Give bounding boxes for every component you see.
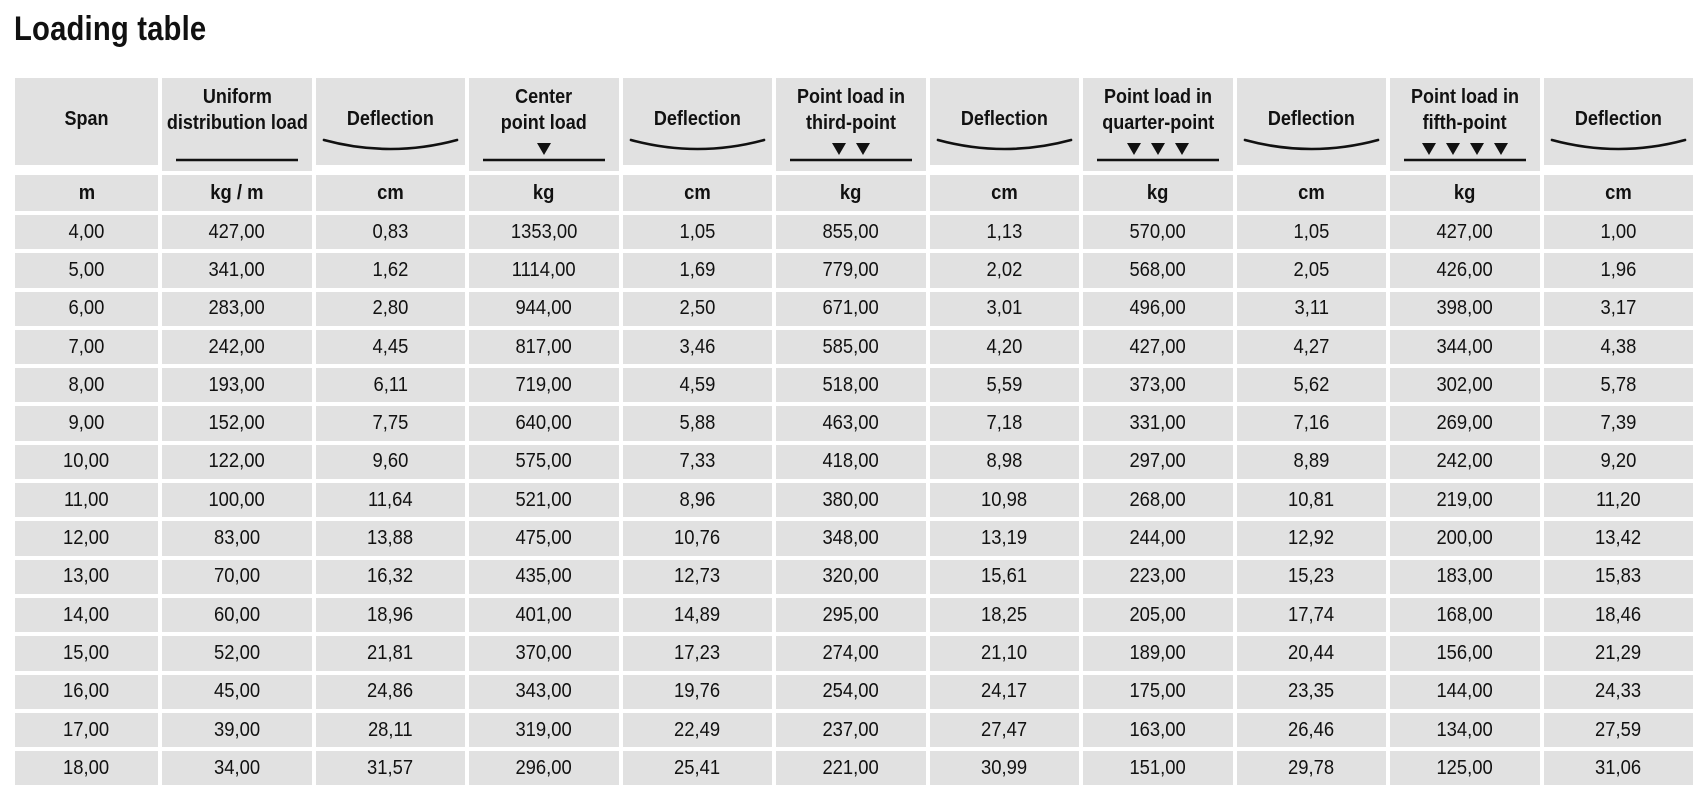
- table-cell: 295,00: [776, 598, 926, 632]
- table-cell: 370,00: [469, 636, 619, 670]
- load-arrow-icon: [1494, 143, 1508, 155]
- table-cell: 27,47: [930, 713, 1079, 747]
- span-cell: 15,00: [15, 636, 158, 670]
- table-cell: 3,46: [623, 330, 772, 364]
- table-cell: 221,00: [776, 751, 926, 785]
- table-cell: 944,00: [469, 292, 619, 326]
- table-cell: 343,00: [469, 675, 619, 709]
- table-cell: 1,62: [316, 253, 465, 287]
- table-cell: 13,88: [316, 521, 465, 555]
- table-cell: 26,46: [1237, 713, 1386, 747]
- table-cell: 320,00: [776, 560, 926, 594]
- table-cell: 60,00: [162, 598, 312, 632]
- table-cell: 373,00: [1083, 368, 1233, 402]
- table-cell: 640,00: [469, 406, 619, 440]
- table-cell: 855,00: [776, 215, 926, 249]
- unit-cell: cm: [930, 175, 1079, 211]
- table-cell: 475,00: [469, 521, 619, 555]
- span-cell: 11,00: [15, 483, 158, 517]
- table-cell: 21,81: [316, 636, 465, 670]
- table-cell: 189,00: [1083, 636, 1233, 670]
- table-cell: 6,11: [316, 368, 465, 402]
- table-cell: 719,00: [469, 368, 619, 402]
- table-cell: 9,60: [316, 445, 465, 479]
- table-cell: 401,00: [469, 598, 619, 632]
- table-cell: 779,00: [776, 253, 926, 287]
- header-label: Point load in: [1411, 86, 1519, 108]
- table-cell: 1,69: [623, 253, 772, 287]
- table-cell: 1,05: [1237, 215, 1386, 249]
- table-cell: 31,06: [1544, 751, 1693, 785]
- table-cell: 242,00: [162, 330, 312, 364]
- table-cell: 4,38: [1544, 330, 1693, 364]
- table-cell: 418,00: [776, 445, 926, 479]
- table-cell: 219,00: [1390, 483, 1540, 517]
- table-cell: 2,50: [623, 292, 772, 326]
- table-cell: 5,78: [1544, 368, 1693, 402]
- center-point-load-icon: [469, 141, 619, 165]
- table-cell: 18,96: [316, 598, 465, 632]
- unit-cell: m: [15, 175, 158, 211]
- table-cell: 4,27: [1237, 330, 1386, 364]
- unit-cell: kg: [469, 175, 619, 211]
- table-cell: 268,00: [1083, 483, 1233, 517]
- table-cell: 45,00: [162, 675, 312, 709]
- table-cell: 4,20: [930, 330, 1079, 364]
- table-cell: 398,00: [1390, 292, 1540, 326]
- span-cell: 10,00: [15, 445, 158, 479]
- table-cell: 496,00: [1083, 292, 1233, 326]
- table-cell: 134,00: [1390, 713, 1540, 747]
- table-cell: 254,00: [776, 675, 926, 709]
- table-cell: 10,76: [623, 521, 772, 555]
- header-label: Center: [515, 86, 573, 108]
- load-arrow-icon: [856, 143, 870, 155]
- table-cell: 242,00: [1390, 445, 1540, 479]
- table-cell: 297,00: [1083, 445, 1233, 479]
- table-cell: 23,35: [1237, 675, 1386, 709]
- table-cell: 16,32: [316, 560, 465, 594]
- table-cell: 427,00: [1390, 215, 1540, 249]
- table-cell: 12,92: [1237, 521, 1386, 555]
- table-cell: 244,00: [1083, 521, 1233, 555]
- table-cell: 39,00: [162, 713, 312, 747]
- table-cell: 122,00: [162, 445, 312, 479]
- unit-cell: cm: [1544, 175, 1693, 211]
- table-cell: 12,73: [623, 560, 772, 594]
- table-cell: 341,00: [162, 253, 312, 287]
- unit-cell: cm: [1237, 175, 1386, 211]
- table-cell: 331,00: [1083, 406, 1233, 440]
- table-cell: 237,00: [776, 713, 926, 747]
- span-cell: 14,00: [15, 598, 158, 632]
- table-cell: 28,11: [316, 713, 465, 747]
- column-header: [776, 78, 926, 171]
- header-label: quarter-point: [1102, 112, 1214, 134]
- span-cell: 6,00: [15, 292, 158, 326]
- table-cell: 19,76: [623, 675, 772, 709]
- span-cell: 12,00: [15, 521, 158, 555]
- unit-cell: cm: [316, 175, 465, 211]
- quarter-point-load-icon: [1083, 141, 1233, 165]
- header-label: Deflection: [653, 107, 742, 130]
- table-cell: 3,01: [930, 292, 1079, 326]
- table-cell: 1,13: [930, 215, 1079, 249]
- table-cell: 18,25: [930, 598, 1079, 632]
- table-cell: 5,62: [1237, 368, 1386, 402]
- table-cell: 24,17: [930, 675, 1079, 709]
- column-header: [1544, 78, 1693, 165]
- table-cell: 31,57: [316, 751, 465, 785]
- table-cell: 296,00: [469, 751, 619, 785]
- table-cell: 21,10: [930, 636, 1079, 670]
- load-arrow-icon: [1446, 143, 1460, 155]
- table-cell: 671,00: [776, 292, 926, 326]
- table-cell: 7,16: [1237, 406, 1386, 440]
- table-cell: 15,23: [1237, 560, 1386, 594]
- table-cell: 125,00: [1390, 751, 1540, 785]
- third-point-load-icon: [776, 141, 926, 165]
- table-cell: 283,00: [162, 292, 312, 326]
- deflection-curve-icon: [1237, 135, 1386, 159]
- table-cell: 13,19: [930, 521, 1079, 555]
- header-label: Point load in: [1104, 86, 1212, 108]
- header-label: point load: [500, 112, 587, 134]
- header-label: Point load in: [797, 86, 905, 108]
- table-cell: 1,05: [623, 215, 772, 249]
- column-header: [930, 78, 1079, 165]
- column-header: [15, 78, 158, 165]
- table-cell: 24,86: [316, 675, 465, 709]
- table-cell: 205,00: [1083, 598, 1233, 632]
- table-cell: 426,00: [1390, 253, 1540, 287]
- table-cell: 183,00: [1390, 560, 1540, 594]
- table-cell: 2,02: [930, 253, 1079, 287]
- table-cell: 30,99: [930, 751, 1079, 785]
- header-label: Uniform: [202, 86, 272, 108]
- table-cell: 427,00: [162, 215, 312, 249]
- table-cell: 3,11: [1237, 292, 1386, 326]
- table-cell: 20,44: [1237, 636, 1386, 670]
- table-cell: 18,46: [1544, 598, 1693, 632]
- table-cell: 7,33: [623, 445, 772, 479]
- column-header: [469, 78, 619, 171]
- table-cell: 575,00: [469, 445, 619, 479]
- table-cell: 463,00: [776, 406, 926, 440]
- table-cell: 380,00: [776, 483, 926, 517]
- table-cell: 22,49: [623, 713, 772, 747]
- table-cell: 817,00: [469, 330, 619, 364]
- table-cell: 7,18: [930, 406, 1079, 440]
- table-cell: 17,23: [623, 636, 772, 670]
- table-cell: 585,00: [776, 330, 926, 364]
- table-cell: 24,33: [1544, 675, 1693, 709]
- table-cell: 29,78: [1237, 751, 1386, 785]
- table-cell: 15,61: [930, 560, 1079, 594]
- table-cell: 11,64: [316, 483, 465, 517]
- table-cell: 274,00: [776, 636, 926, 670]
- span-cell: 17,00: [15, 713, 158, 747]
- table-cell: 151,00: [1083, 751, 1233, 785]
- table-cell: 570,00: [1083, 215, 1233, 249]
- table-cell: 7,75: [316, 406, 465, 440]
- unit-cell: kg: [1083, 175, 1233, 211]
- deflection-curve-icon: [623, 135, 772, 159]
- table-cell: 3,17: [1544, 292, 1693, 326]
- column-header: [1390, 78, 1540, 171]
- table-cell: 1353,00: [469, 215, 619, 249]
- table-cell: 25,41: [623, 751, 772, 785]
- table-cell: 17,74: [1237, 598, 1386, 632]
- header-label: fifth-point: [1423, 112, 1507, 134]
- table-cell: 168,00: [1390, 598, 1540, 632]
- load-arrow-icon: [1127, 143, 1141, 155]
- deflection-curve-icon: [930, 135, 1079, 159]
- table-cell: 14,89: [623, 598, 772, 632]
- table-cell: 427,00: [1083, 330, 1233, 364]
- loading-table: [15, 78, 1700, 785]
- header-label: third-point: [806, 112, 896, 134]
- load-arrow-icon: [1175, 143, 1189, 155]
- uniform-load-line-icon: [162, 141, 312, 165]
- table-cell: 4,45: [316, 330, 465, 364]
- table-cell: 302,00: [1390, 368, 1540, 402]
- table-cell: 10,98: [930, 483, 1079, 517]
- table-cell: 8,96: [623, 483, 772, 517]
- table-cell: 13,42: [1544, 521, 1693, 555]
- table-cell: 2,05: [1237, 253, 1386, 287]
- table-cell: 152,00: [162, 406, 312, 440]
- span-cell: 9,00: [15, 406, 158, 440]
- table-cell: 83,00: [162, 521, 312, 555]
- deflection-curve-icon: [316, 135, 465, 159]
- table-cell: 2,80: [316, 292, 465, 326]
- table-cell: 27,59: [1544, 713, 1693, 747]
- header-label: Deflection: [960, 107, 1049, 130]
- header-label: Deflection: [346, 107, 435, 130]
- unit-cell: kg: [776, 175, 926, 211]
- table-cell: 518,00: [776, 368, 926, 402]
- column-header: [1237, 78, 1386, 165]
- table-cell: 1,00: [1544, 215, 1693, 249]
- header-label: distribution load: [166, 112, 308, 134]
- header-label: Deflection: [1267, 107, 1356, 130]
- table-cell: 319,00: [469, 713, 619, 747]
- table-cell: 52,00: [162, 636, 312, 670]
- table-cell: 70,00: [162, 560, 312, 594]
- column-header: [162, 78, 312, 171]
- table-cell: 5,88: [623, 406, 772, 440]
- table-cell: 8,98: [930, 445, 1079, 479]
- load-arrow-icon: [1422, 143, 1436, 155]
- load-arrow-icon: [537, 143, 551, 155]
- unit-cell: kg: [1390, 175, 1540, 211]
- unit-cell: kg / m: [162, 175, 312, 211]
- load-arrow-icon: [832, 143, 846, 155]
- table-cell: 9,20: [1544, 445, 1693, 479]
- table-cell: 34,00: [162, 751, 312, 785]
- table-cell: 1,96: [1544, 253, 1693, 287]
- span-cell: 18,00: [15, 751, 158, 785]
- table-cell: 348,00: [776, 521, 926, 555]
- table-cell: 1114,00: [469, 253, 619, 287]
- table-cell: 163,00: [1083, 713, 1233, 747]
- table-cell: 435,00: [469, 560, 619, 594]
- table-cell: 100,00: [162, 483, 312, 517]
- table-cell: 156,00: [1390, 636, 1540, 670]
- page-title: Loading table: [14, 10, 207, 48]
- table-cell: 0,83: [316, 215, 465, 249]
- table-cell: 4,59: [623, 368, 772, 402]
- header-label: Span: [64, 107, 109, 130]
- table-cell: 344,00: [1390, 330, 1540, 364]
- span-cell: 7,00: [15, 330, 158, 364]
- table-cell: 21,29: [1544, 636, 1693, 670]
- table-cell: 7,39: [1544, 406, 1693, 440]
- table-cell: 193,00: [162, 368, 312, 402]
- table-cell: 200,00: [1390, 521, 1540, 555]
- span-cell: 13,00: [15, 560, 158, 594]
- table-cell: 8,89: [1237, 445, 1386, 479]
- table-cell: 269,00: [1390, 406, 1540, 440]
- table-cell: 5,59: [930, 368, 1079, 402]
- table-cell: 15,83: [1544, 560, 1693, 594]
- table-cell: 11,20: [1544, 483, 1693, 517]
- table-cell: 10,81: [1237, 483, 1386, 517]
- table-cell: 175,00: [1083, 675, 1233, 709]
- header-label: Deflection: [1574, 107, 1663, 130]
- span-cell: 4,00: [15, 215, 158, 249]
- span-cell: 8,00: [15, 368, 158, 402]
- deflection-curve-icon: [1544, 135, 1693, 159]
- table-cell: 568,00: [1083, 253, 1233, 287]
- column-header: [623, 78, 772, 165]
- table-cell: 144,00: [1390, 675, 1540, 709]
- table-cell: 521,00: [469, 483, 619, 517]
- unit-cell: cm: [623, 175, 772, 211]
- span-cell: 16,00: [15, 675, 158, 709]
- load-arrow-icon: [1470, 143, 1484, 155]
- fifth-point-load-icon: [1390, 141, 1540, 165]
- load-arrow-icon: [1151, 143, 1165, 155]
- column-header: [1083, 78, 1233, 171]
- table-cell: 223,00: [1083, 560, 1233, 594]
- span-cell: 5,00: [15, 253, 158, 287]
- column-header: [316, 78, 465, 165]
